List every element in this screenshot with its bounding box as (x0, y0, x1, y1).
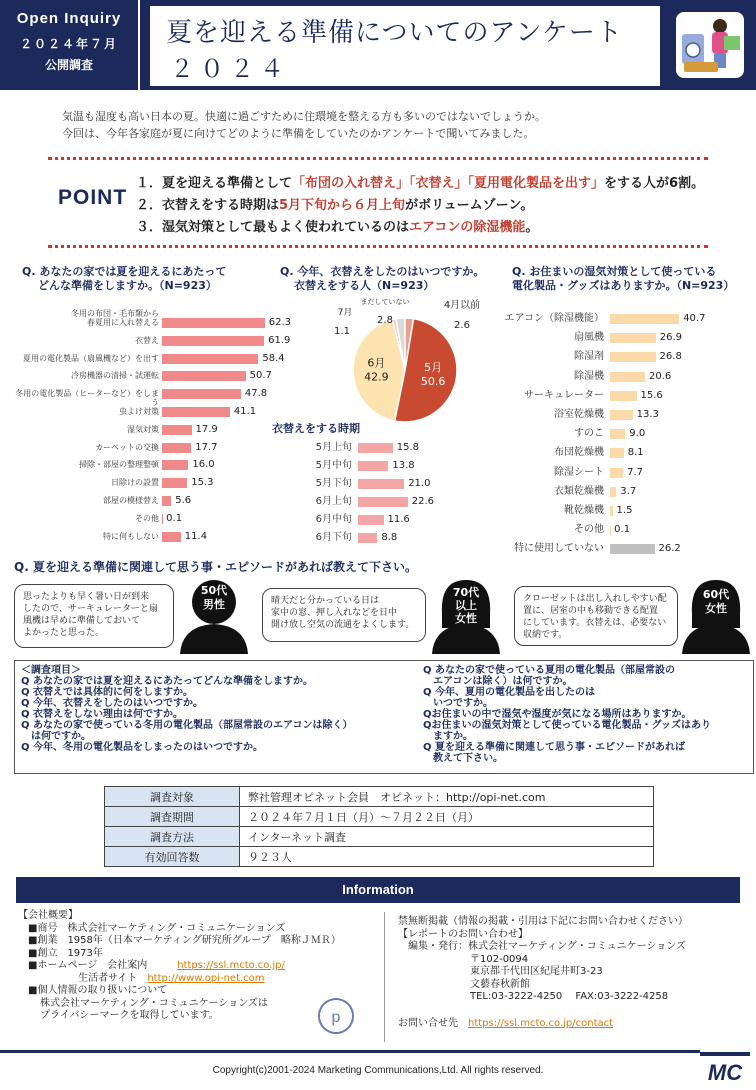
survey-item: Q 衣替えをしない理由は何ですか。 (21, 709, 352, 720)
survey-item: いつですか。 (423, 698, 711, 709)
company-founded: ■創業 1958年（日本マーケティング研究所グループ 略称ＪＭＲ） (28, 935, 341, 948)
bar-value-label: 21.0 (408, 478, 430, 489)
bar-value-label: 50.7 (250, 370, 272, 381)
bar (610, 372, 645, 382)
homepage-label: ■ホームページ 会社案内 (28, 960, 147, 971)
privacy-heading: ■個人情報の取り扱いについて (28, 985, 341, 998)
bar-label: その他 (14, 514, 159, 523)
bar-label: 除湿剤 (500, 352, 604, 361)
episode-2-line: 開け放し空気の流通をよくします。 (271, 619, 417, 631)
episode-3-bubble (514, 586, 678, 646)
bar (610, 429, 625, 439)
contact-heading: 【レポートのお問い合わせ】 (398, 929, 688, 942)
episode-1-age: 50代 (178, 584, 250, 597)
episode-2-line: 晴天だと分かっている日は (271, 595, 417, 607)
privacy-line1: 株式会社マーケティング・コミュニケーションズは (40, 998, 341, 1011)
bar-label: すのこ (500, 429, 604, 438)
report-date: ２０２４年７月 (0, 35, 138, 52)
bar (162, 460, 188, 470)
bar-label: 湿気対策 (14, 425, 159, 434)
q4-title-line2: 電化製品・グッズはありますか。（N=923） (512, 279, 734, 293)
table-row (105, 827, 654, 847)
bar (358, 515, 384, 525)
contact-notice: 禁無断掲載（情報の掲載・引用は下記にお問い合わせください） (398, 916, 688, 929)
table-row (105, 847, 654, 867)
episode-1-person-icon (178, 574, 250, 654)
intro-line1: 気温も湿度も高い日本の夏。快適に過ごすために住環境を整える方も多いのではないでしょうか。 (62, 108, 546, 125)
bar (358, 533, 377, 543)
episode-2-age: 70代 (430, 586, 502, 599)
bar-value-label: 26.8 (660, 351, 682, 362)
bar-label (14, 309, 159, 327)
survey-item: Qお住まいの中で湿気や湿度が気になる場所はありますか。 (423, 709, 711, 720)
bar-value-label: 13.8 (392, 460, 414, 471)
bar-value-label: 16.0 (192, 459, 214, 470)
mc-logo (700, 1052, 750, 1086)
bar-label: 日除けの設置 (14, 478, 159, 487)
laundry-illustration-icon (676, 12, 744, 78)
survey-right-column (423, 665, 711, 764)
bar-value-label: 8.8 (381, 532, 397, 543)
table-key: 調査期間 (105, 807, 240, 827)
survey-heading: ＜調査項目＞ (21, 665, 352, 676)
q1-title (22, 265, 226, 293)
company-profile (18, 910, 341, 1023)
q4-title (512, 265, 734, 293)
table-key: 調査対象 (105, 787, 240, 807)
table-value: ２０２４年７月１日（月）～７月２２日（月） (240, 807, 654, 827)
point-1-post: をする人が6割。 (604, 176, 704, 191)
episode-3-line: 置に、居室の中も移動できる配置 (523, 605, 669, 617)
episode-1-bubble (14, 584, 174, 648)
bar-value-label: 41.1 (234, 406, 256, 417)
table-key: 有効回答数 (105, 847, 240, 867)
privacy-line2: プライバシーマークを取得しています。 (40, 1010, 341, 1023)
survey-item: Q あなたの家で使っている夏用の電化製品（部屋常設の (423, 665, 711, 676)
bar-label: その他 (500, 525, 604, 534)
pie-slice-value: 42.9 (364, 371, 389, 384)
q2-title-line2: 衣替えをする人（N=923） (294, 279, 484, 293)
bar-value-label: 1.5 (617, 505, 633, 516)
survey-item: Q 今年、夏用の電化製品を出したのは (423, 687, 711, 698)
episodes-title: Q. 夏を迎える準備に関連して思う事・エピソードがあれば教えて下さい。 (14, 560, 417, 574)
bar-value-label: 13.3 (637, 409, 659, 420)
bar-label: 5月上旬 (272, 443, 352, 452)
company-site-link[interactable]: https://ssl.mcto.co.jp/ (177, 960, 285, 971)
bar-label: 衣類乾燥機 (500, 487, 604, 496)
bar-value-label: 61.9 (268, 335, 290, 346)
bar-label: サーキュレーター (500, 391, 604, 400)
point-2-highlight: 5月下旬から６月上旬 (279, 198, 405, 213)
bar-value-label: 8.1 (628, 447, 644, 458)
bar (610, 448, 624, 458)
survey-item: Q 今年、冬用の電化製品をしまったのはいつですか。 (21, 742, 352, 753)
bar-value-label: 15.8 (397, 442, 419, 453)
contact-phone: TEL:03-3222-4250 FAX:03-3222-4258 (470, 991, 688, 1004)
survey-info-table (104, 786, 654, 867)
bar-label: 虫よけ対策 (14, 407, 159, 416)
bar (162, 496, 171, 506)
bar-label: 6月下旬 (272, 533, 352, 542)
bar (610, 506, 613, 516)
bar-label-line: 冬用の布団・毛布類から (14, 309, 159, 318)
episode-3-person-icon (680, 574, 752, 654)
q3-title: 衣替えをする時期 (272, 422, 360, 436)
bar-label: 除湿機 (500, 372, 604, 381)
episode-3-age: 60代 (680, 588, 752, 601)
bar-value-label: 62.3 (269, 317, 291, 328)
bar-value-label: 47.8 (245, 388, 267, 399)
bar (610, 314, 679, 324)
bar-value-label: 0.1 (166, 513, 182, 524)
survey-item: 教えて下さい。 (423, 753, 711, 764)
point-1-highlight: 「布団の入れ替え」「衣替え」「夏用電化製品を出す」 (292, 176, 604, 191)
report-status: 公開調査 (0, 56, 138, 73)
pie-slice-label: 7月 (338, 307, 353, 318)
bar (162, 443, 191, 453)
bar-value-label: 17.9 (196, 424, 218, 435)
table-value: ９２３人 (240, 847, 654, 867)
inquiry-link[interactable]: https://ssl.mcto.co.jp/contact (468, 1018, 613, 1029)
table-row (105, 787, 654, 807)
bar-label: 5月下旬 (272, 479, 352, 488)
bar (610, 352, 656, 362)
bar-label: 冷房機器の清掃・試運転 (14, 371, 159, 380)
q2-title-line1: Q. 今年、衣替えをしたのはいつですか。 (280, 265, 484, 279)
company-heading: 【会社概要】 (18, 910, 341, 923)
bar-label: 夏用の電化製品（扇風機など）を出す (14, 354, 159, 363)
point-label: POINT (58, 186, 127, 210)
bar-label: 扇風機 (500, 333, 604, 342)
episode-2-line: 家中の窓、押し入れなどを日中 (271, 607, 417, 619)
survey-item: Q あなたの家で使っている冬用の電化製品（部屋常設のエアコンは除く） (21, 720, 352, 731)
bar-value-label: 22.6 (412, 496, 434, 507)
table-value: インターネット調査 (240, 827, 654, 847)
title-line2: ２０２４ (170, 49, 644, 84)
bar-label: 5月中旬 (272, 461, 352, 470)
bar-value-label: 11.4 (185, 531, 207, 542)
q4-title-line1: Q. お住まいの湿気対策として使っている (512, 265, 734, 279)
episode-2-gender: 女性 (430, 612, 502, 625)
episode-1-line: よかったと思った。 (23, 627, 165, 639)
divider-top (48, 157, 708, 160)
pie-slice-label: 5月 (424, 361, 442, 374)
pie-slice-value: 1.1 (334, 326, 350, 337)
bar (162, 371, 246, 381)
bar-label: 衣替え (14, 336, 159, 345)
page-title (150, 6, 660, 86)
bar (162, 318, 265, 328)
point-1-pre: １．夏を迎える準備として (136, 176, 292, 191)
bar-value-label: 17.7 (195, 442, 217, 453)
point-3 (136, 217, 704, 239)
bar-value-label: 20.6 (649, 371, 671, 382)
episode-1-line: 思ったよりも早く暑い日が到来 (23, 591, 165, 603)
contact-address: 東京都千代田区紀尾井町3-23 (470, 966, 688, 979)
episode-1-line: したので、サーキュレーターと扇 (23, 603, 165, 615)
survey-item: Q 衣替えでは具体的に何をしますか。 (21, 687, 352, 698)
survey-item: Q あなたの家では夏を迎えるにあたってどんな準備をしますか。 (21, 676, 352, 687)
bar (610, 487, 616, 497)
table-row (105, 807, 654, 827)
bar-value-label: 40.7 (683, 313, 705, 324)
bar-label: 特に何もしない (14, 532, 159, 541)
episode-1-line: 風機は早めに準備しておいて (23, 615, 165, 627)
contact-zip: 〒102-0094 (470, 954, 688, 967)
q1-title-line1: Q. あなたの家では夏を迎えるにあたって (22, 265, 226, 279)
survey-item: Q 今年、衣替えをしたのはいつですか。 (21, 698, 352, 709)
bar-value-label: 9.0 (629, 428, 645, 439)
q1-title-line2: どんな準備をしますか。（N=923） (38, 279, 226, 293)
bar-label-line: 春夏用に入れ替える (14, 318, 159, 327)
bar (162, 389, 241, 399)
episode-3-line: にしています。衣替えは、必要ない (523, 617, 669, 629)
header-brand-block (0, 0, 140, 90)
brand-name: Open Inquiry (0, 10, 138, 27)
bar-value-label: 7.7 (627, 467, 643, 478)
pie-slice-label: 6月 (367, 357, 385, 370)
info-divider (384, 912, 385, 1042)
point-3-post: 。 (525, 220, 538, 235)
bar-value-label: 26.2 (659, 543, 681, 554)
episode-2-age-suffix: 以上 (430, 599, 502, 612)
divider-bottom (48, 245, 708, 248)
pie-slice-value: 2.8 (377, 315, 393, 326)
survey-item: ますか。 (423, 731, 711, 742)
pie-slice-label: 4月以前 (444, 298, 480, 311)
survey-item: Q 夏を迎える準備に関連して思う事・エピソードがあれば (423, 742, 711, 753)
pie-slice-value: 50.6 (421, 375, 446, 388)
point-1 (136, 173, 704, 195)
survey-item: エアコンは除く）は何ですか。 (423, 676, 711, 687)
pie-slice-label: まだしていない (361, 298, 410, 306)
contact-info (398, 916, 688, 1030)
bar-label: 冬用の電化製品（ヒーターなど）をしまう (14, 389, 159, 407)
bar (162, 425, 192, 435)
bar-label: 掃除・部屋の整理整頓 (14, 460, 159, 469)
bar-label: 部屋の模様替え (14, 496, 159, 505)
bar-label: 浴室乾燥機 (500, 410, 604, 419)
mc-logo-text: MC (708, 1060, 743, 1085)
consumer-site-label: 生活者サイト (78, 973, 137, 984)
company-name: ■商号 株式会社マーケティング・コミュニケーションズ (28, 923, 341, 936)
episode-2-bubble (262, 588, 426, 642)
survey-left-column (21, 665, 352, 753)
survey-item: Qお住まいの湿気対策として使っている電化製品・グッズはあり (423, 720, 711, 731)
bar-value-label: 3.7 (620, 486, 636, 497)
intro-text (62, 108, 546, 142)
bar (610, 544, 655, 554)
point-2 (136, 195, 704, 217)
q2-title (280, 265, 484, 293)
information-bar: Information (16, 877, 740, 903)
bar-value-label: 5.6 (175, 495, 191, 506)
bar (610, 333, 656, 343)
bar-value-label: 26.9 (660, 332, 682, 343)
contact-building: 文藝春秋新館 (470, 979, 688, 992)
point-list (136, 173, 704, 239)
table-value: 弊社管理オピネット会員 オピネット：http://opi-net.com (240, 787, 654, 807)
bar (610, 410, 633, 420)
bar-label: 除湿シート (500, 468, 604, 477)
bar-value-label: 15.6 (641, 390, 663, 401)
bar (610, 391, 637, 401)
point-3-highlight: エアコンの除湿機能 (409, 220, 525, 235)
bar-value-label: 11.6 (388, 514, 410, 525)
privacy-mark-icon (316, 996, 356, 1036)
intro-line2: 今回は、今年各家庭が夏に向けてどのように準備をしていたのかアンケートで聞いてみました。 (62, 125, 546, 142)
episode-2-person-icon (430, 574, 502, 654)
bar (358, 497, 408, 507)
bar-label: 6月中旬 (272, 515, 352, 524)
contact-publisher: 編集・発行：株式会社マーケティング・コミュニケーションズ (408, 941, 688, 954)
bar-value-label: 58.4 (262, 353, 284, 364)
bar-label: 布団乾燥機 (500, 448, 604, 457)
inquiry-label: お問い合せ先 (398, 1018, 458, 1029)
episode-1-gender: 男性 (178, 598, 250, 611)
bar-label: 6月上旬 (272, 497, 352, 506)
bar-value-label: 0.1 (614, 524, 630, 535)
consumer-site-link[interactable]: http://www.opi-net.com (147, 973, 264, 984)
bar (358, 461, 388, 471)
bar-value-label: 15.3 (191, 477, 213, 488)
title-line1: 夏を迎える準備についてのアンケート (166, 12, 644, 49)
bar (610, 468, 623, 478)
episode-3-line: 収納です。 (523, 629, 669, 641)
bar (358, 479, 404, 489)
bar (162, 336, 264, 346)
svg-text:p: p (332, 1009, 341, 1026)
q2-pie-chart (290, 290, 510, 440)
episode-3-line: クローゼットは出し入れしやすい配 (523, 593, 669, 605)
point-2-post: がボリュームゾーン。 (405, 198, 533, 213)
survey-item: は何ですか。 (21, 731, 352, 742)
bar-label: 靴乾燥機 (500, 506, 604, 515)
pie-slice-value: 2.6 (454, 320, 470, 331)
point-2-pre: ２．衣替えをする時期は (136, 198, 279, 213)
company-established: ■創立 1973年 (28, 948, 341, 961)
bar (162, 478, 187, 488)
bar-label: 特に使用していない (500, 544, 604, 553)
bar-label: エアコン（除湿機能） (500, 314, 604, 323)
bar (162, 407, 230, 417)
episode-3-gender: 女性 (680, 602, 752, 615)
point-3-pre: ３．湿気対策として最もよく使われているのは (136, 220, 409, 235)
table-key: 調査方法 (105, 827, 240, 847)
survey-items-box (14, 660, 754, 774)
bar-label: カーペットの交換 (14, 443, 159, 452)
footer-line (0, 1050, 700, 1053)
copyright: Copyright(c)2001-2024 Marketing Communications,Ltd. All rights reserved. (0, 1065, 756, 1076)
header (0, 0, 756, 90)
bar (162, 354, 258, 364)
bar (162, 532, 181, 542)
bar (358, 443, 393, 453)
